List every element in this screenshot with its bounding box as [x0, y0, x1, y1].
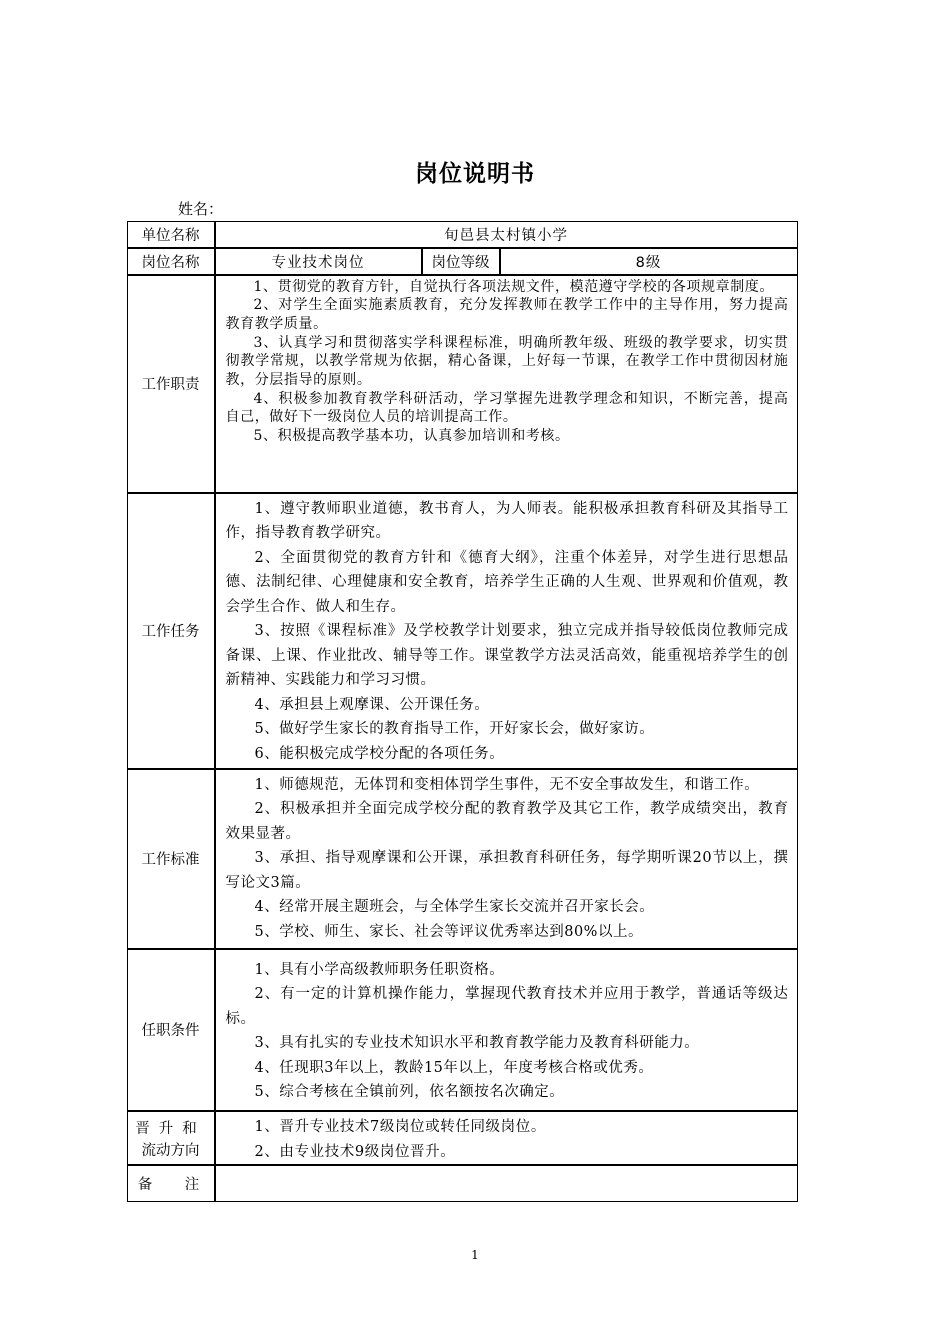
promotion-item: 2、由专业技术9级岗位晋升。: [254, 1143, 456, 1160]
tasks-item: 5、做好学生家长的教育指导工作，开好家长会，做好家访。: [254, 721, 655, 737]
qualifications-item: 3、具有扎实的专业技术知识水平和教育教学能力及教育科研能力。: [254, 1035, 700, 1051]
duties-item: 1、贯彻党的教育方针，自觉执行各项法规文件，模范遵守学校的各项规章制度。: [253, 278, 775, 295]
unit-name-label: 单位名称: [127, 221, 215, 248]
qualifications-label: 任职条件: [127, 949, 215, 1111]
duties-item: 2、对学生全面实施素质教育，充分发挥教师在教学工作中的主导作用，努力提高教育教学质量。: [225, 297, 789, 332]
standards-item: 1、师德规范，无体罚和变相体罚学生事件，无不安全事故发生，和谐工作。: [254, 776, 760, 793]
qualifications-item: 2、有一定的计算机操作能力，掌握现代教育技术并应用于教学，普通话等级达标。: [225, 986, 789, 1027]
promotion-content: [215, 1111, 798, 1165]
promotion-label: [127, 1111, 215, 1165]
tasks-item: 1、遵守教师职业道德，教书育人，为人师表。能积极承担教育科研及其指导工作，指导教育教学研究。: [225, 500, 789, 541]
duties-item: 3、认真学习和贯彻落实学科课程标准，明确所教年级、班级的教学要求，切实贯彻教学常规，以教学常规为依据，精心备课，上好每一节课，在教学工作中贯彻因材施教，分层指导的原则。: [225, 334, 789, 389]
tasks-item: 2、全面贯彻党的教育方针和《德育大纲》，注重个体差异，对学生进行思想品德、法制纪律、心理健康和安全教育，培养学生正确的人生观、世界观和价值观，教会学生合作、做人和生存。: [225, 549, 789, 615]
tasks-item: 6、能积极完成学校分配的各项任务。: [254, 745, 505, 762]
standards-item: 4、经常开展主题班会，与全体学生家长交流并召开家长会。: [254, 899, 655, 915]
qualifications-item: 5、综合考核在全镇前列，依名额按名次确定。: [254, 1084, 565, 1100]
tasks-item: 4、承担县上观摩课、公开课任务。: [254, 696, 490, 713]
tasks-label: 工作任务: [127, 493, 215, 769]
page-title: 岗位说明书: [415, 161, 535, 187]
page-number: 1: [471, 1248, 479, 1262]
duties-label: 工作职责: [127, 275, 215, 493]
unit-name-value: 旬邑县太村镇小学: [215, 221, 798, 248]
duties-item: 5、积极提高教学基本功，认真参加培训和考核。: [253, 428, 570, 445]
qualifications-content: [215, 949, 798, 1111]
remarks-value: [215, 1165, 798, 1202]
standards-item: 5、学校、师生、家长、社会等评议优秀率达到80%以上。: [254, 923, 643, 940]
duties-item: 4、积极参加教育教学科研活动，学习掌握先进教学理念和知识，不断完善，提高自己，做好下一级岗位人员的培训提高工作。: [225, 390, 789, 426]
post-grade-value: 8级: [500, 248, 798, 275]
tasks-item: 3、按照《课程标准》及学校教学计划要求，独立完成并指导较低岗位教师完成备课、上课、作业批改、辅导等工作。课堂教学方法灵活高效，能重视培养学生的创新精神、实践能力和学习习惯。: [225, 623, 789, 688]
post-grade-label: 岗位等级: [422, 248, 500, 275]
tasks-content: [215, 493, 798, 769]
name-label: 姓名：: [178, 200, 224, 218]
qualifications-item: 1、具有小学高级教师职务任职资格。: [254, 961, 505, 978]
qualifications-item: 4、任现职3年以上，教龄15年以上，年度考核合格或优秀。: [254, 1059, 654, 1076]
promotion-item: 1、晋升专业技术7级岗位或转任同级岗位。: [254, 1118, 546, 1135]
post-name-label: 岗位名称: [127, 248, 215, 275]
remarks-label: 备 注: [127, 1165, 215, 1202]
standards-label: 工作标准: [127, 769, 215, 949]
standards-content: [215, 769, 798, 949]
promotion-label-line2: 流动方向: [141, 1142, 200, 1159]
post-name-value: 专业技术岗位: [215, 248, 422, 275]
standards-item: 3、承担、指导观摩课和公开课，承担教育科研任务，每学期听课20节以上，撰写论文3篇。: [225, 850, 789, 891]
promotion-label-line1: 晋升和: [135, 1120, 206, 1137]
duties-content: [215, 275, 798, 493]
standards-item: 2、积极承担并全面完成学校分配的教育教学及其它工作，教学成绩突出，教育效果显著。: [225, 801, 789, 842]
